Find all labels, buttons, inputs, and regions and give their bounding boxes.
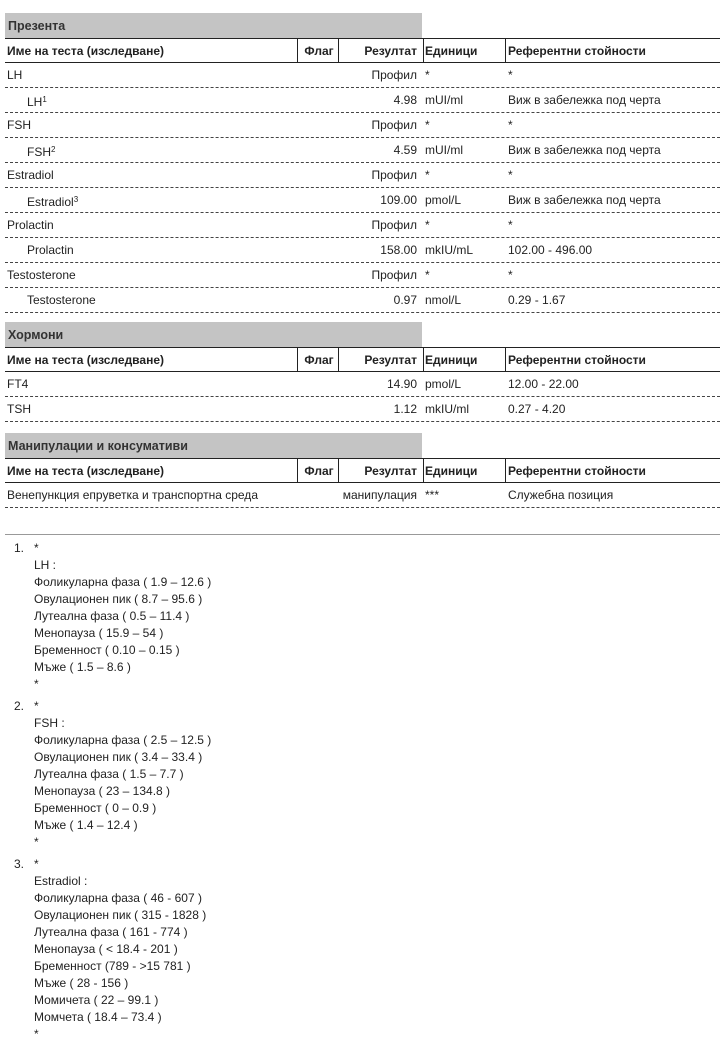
units-cell: * <box>425 168 430 182</box>
footnote-marker: 2 <box>51 145 56 154</box>
column-header-name: Име на теста (изследване) <box>7 464 164 478</box>
units-cell: * <box>425 118 430 132</box>
table-row <box>5 163 720 188</box>
result-value: манипулация <box>342 488 417 502</box>
table-row <box>5 138 720 163</box>
footnote-line: * <box>34 835 39 849</box>
column-header-result: Резултат <box>364 353 417 367</box>
column-divider <box>505 348 506 371</box>
result-value: 158.00 <box>380 243 417 257</box>
reference-range: * <box>508 268 513 282</box>
table-header <box>5 458 720 483</box>
footnote-number: 1. <box>14 541 25 555</box>
column-header-units: Единици <box>425 464 478 478</box>
column-header-flag: Флаг <box>304 353 334 367</box>
column-divider <box>505 459 506 482</box>
units-cell: pmol/L <box>425 377 462 391</box>
units-cell: * <box>425 268 430 282</box>
column-divider <box>297 348 298 371</box>
test-name-text: Венепункция епруветка и транспортна среда <box>7 488 258 502</box>
reference-range: * <box>508 168 513 182</box>
section-title: Хормони <box>5 322 422 347</box>
column-divider <box>338 459 339 482</box>
result-value: Профил <box>371 118 417 132</box>
table-row <box>5 397 720 422</box>
section-title: Презента <box>5 13 422 38</box>
result-value: 14.90 <box>386 377 417 391</box>
result-value: Профил <box>371 168 417 182</box>
result-value: Профил <box>371 268 417 282</box>
test-name <box>7 213 54 237</box>
reference-range: * <box>508 118 513 132</box>
test-name-text: FT4 <box>7 377 29 391</box>
test-name <box>7 263 76 287</box>
table-row <box>5 113 720 138</box>
column-header-name: Име на теста (изследване) <box>7 44 164 58</box>
column-header-reference: Референтни стойности <box>508 44 646 58</box>
table-row <box>5 483 720 508</box>
test-name-text: FSH <box>27 145 51 159</box>
reference-range: * <box>508 68 513 82</box>
footnote-line: Мъже ( 28 - 156 ) <box>34 976 129 990</box>
test-name-text: Prolactin <box>27 243 74 257</box>
reference-range: * <box>508 218 513 232</box>
test-name <box>7 397 31 421</box>
footnote-line: Мъже ( 1.5 – 8.6 ) <box>34 660 131 674</box>
table-row <box>5 188 720 213</box>
column-divider <box>423 39 424 62</box>
test-name-text: Testosterone <box>7 268 76 282</box>
table-row <box>5 213 720 238</box>
column-header-units: Единици <box>425 44 478 58</box>
table-header <box>5 38 720 63</box>
footnote-line: Фоликуларна фаза ( 1.9 – 12.6 ) <box>34 575 212 589</box>
test-name-text: LH <box>7 68 23 82</box>
footnote-line: Фоликуларна фаза ( 2.5 – 12.5 ) <box>34 733 212 747</box>
result-value: 4.98 <box>393 93 417 107</box>
test-name <box>7 113 31 137</box>
table-header <box>5 347 720 372</box>
column-divider <box>505 39 506 62</box>
footnotes-divider <box>5 534 720 535</box>
column-divider <box>423 459 424 482</box>
column-header-reference: Референтни стойности <box>508 353 646 367</box>
footnote-line: Менопауза ( 15.9 – 54 ) <box>34 626 164 640</box>
column-header-units: Единици <box>425 353 478 367</box>
units-cell: * <box>425 68 430 82</box>
footnote-number: 3. <box>14 857 25 871</box>
units-cell: * <box>425 218 430 232</box>
test-name-text: Estradiol <box>27 195 74 209</box>
reference-range: 0.27 - 4.20 <box>508 402 566 416</box>
footnote-line: Менопауза ( < 18.4 - 201 ) <box>34 942 178 956</box>
footnote-line: LH : <box>34 558 57 572</box>
column-header-result: Резултат <box>364 44 417 58</box>
footnote-line: FSH : <box>34 716 65 730</box>
result-value: 1.12 <box>393 402 417 416</box>
test-name-text: TSH <box>7 402 31 416</box>
test-name <box>27 238 74 262</box>
column-divider <box>297 39 298 62</box>
footnote-lines <box>34 856 206 1043</box>
table-row <box>5 263 720 288</box>
column-header-name: Име на теста (изследване) <box>7 353 164 367</box>
footnote-lines <box>34 698 211 851</box>
footnote-line: Бременност ( 0.10 – 0.15 ) <box>34 643 180 657</box>
footnote-line: Фоликуларна фаза ( 46 - 607 ) <box>34 891 202 905</box>
reference-range: Виж в забележка под черта <box>508 193 661 207</box>
test-name <box>7 63 22 87</box>
test-name <box>7 483 258 507</box>
footnote-lines <box>34 540 211 693</box>
test-name-text: Estradiol <box>7 168 54 182</box>
footnote-line: * <box>34 699 39 713</box>
reference-range: Виж в забележка под черта <box>508 93 661 107</box>
footnote-line: * <box>34 677 39 691</box>
footnote-marker: 3 <box>73 195 79 204</box>
footnote-line: Лутеална фаза ( 0.5 – 11.4 ) <box>34 609 190 623</box>
footnote-line: Лутеална фаза ( 1.5 – 7.7 ) <box>34 767 184 781</box>
units-cell: mkIU/mL <box>425 243 473 257</box>
column-divider <box>338 39 339 62</box>
test-name-text: FSH <box>7 118 31 132</box>
units-cell: mUI/ml <box>425 93 463 107</box>
section-title: Манипулации и консумативи <box>5 433 422 458</box>
column-divider <box>297 459 298 482</box>
footnote-line: Лутеална фаза ( 161 - 774 ) <box>34 925 188 939</box>
test-name <box>27 288 96 312</box>
units-cell: mkIU/ml <box>425 402 469 416</box>
footnote-line: Момчета ( 18.4 – 73.4 ) <box>34 1010 162 1024</box>
footnote-marker: 1 <box>42 95 47 104</box>
footnote-line: Овулационен пик ( 315 - 1828 ) <box>34 908 207 922</box>
footnote-line: * <box>34 1027 39 1041</box>
result-value: Профил <box>371 218 417 232</box>
column-divider <box>338 348 339 371</box>
result-value: 0.97 <box>393 293 417 307</box>
units-cell: mUI/ml <box>425 143 463 157</box>
footnote-line: * <box>34 541 39 555</box>
footnote-line: * <box>34 857 39 871</box>
footnote-line: Бременност ( 0 – 0.9 ) <box>34 801 157 815</box>
reference-range: 102.00 - 496.00 <box>508 243 593 257</box>
units-cell: pmol/L <box>425 193 462 207</box>
column-header-flag: Флаг <box>304 44 334 58</box>
column-divider <box>423 348 424 371</box>
units-cell: nmol/L <box>425 293 462 307</box>
footnote-line: Мъже ( 1.4 – 12.4 ) <box>34 818 138 832</box>
result-value: 109.00 <box>380 193 417 207</box>
footnote-line: Овулационен пик ( 8.7 – 95.6 ) <box>34 592 203 606</box>
units-cell: *** <box>425 488 440 502</box>
footnote-number: 2. <box>14 699 25 713</box>
test-name-text: Prolactin <box>7 218 54 232</box>
column-header-flag: Флаг <box>304 464 334 478</box>
column-header-result: Резултат <box>364 464 417 478</box>
test-name <box>7 372 28 396</box>
reference-range: Служебна позиция <box>508 488 614 502</box>
footnote-line: Момичета ( 22 – 99.1 ) <box>34 993 159 1007</box>
table-row <box>5 288 720 313</box>
reference-range: 12.00 - 22.00 <box>508 377 579 391</box>
test-name-text: Testosterone <box>27 293 96 307</box>
table-row <box>5 63 720 88</box>
test-name <box>7 163 54 187</box>
footnote-line: Estradiol : <box>34 874 88 888</box>
test-name <box>27 88 47 114</box>
footnote-line: Овулационен пик ( 3.4 – 33.4 ) <box>34 750 203 764</box>
table-row <box>5 238 720 263</box>
reference-range: 0.29 - 1.67 <box>508 293 566 307</box>
table-row <box>5 372 720 397</box>
test-name-text: LH <box>27 95 43 109</box>
test-name <box>27 188 78 214</box>
table-row <box>5 88 720 113</box>
footnote-line: Бременност (789 - >15 781 ) <box>34 959 191 973</box>
result-value: Профил <box>371 68 417 82</box>
reference-range: Виж в забележка под черта <box>508 143 661 157</box>
column-header-reference: Референтни стойности <box>508 464 646 478</box>
result-value: 4.59 <box>393 143 417 157</box>
footnote-line: Менопауза ( 23 – 134.8 ) <box>34 784 171 798</box>
test-name <box>27 138 55 164</box>
